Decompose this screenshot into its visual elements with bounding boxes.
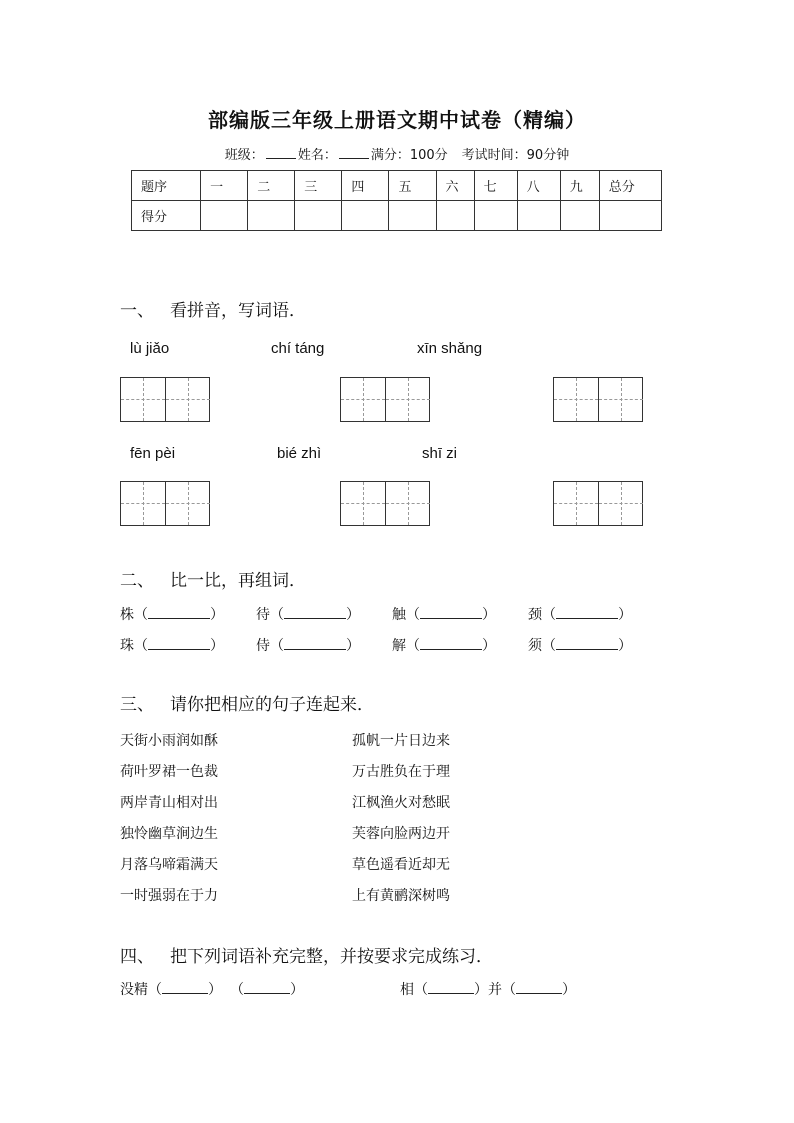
pinyin-1: lù jiǎo	[130, 340, 170, 357]
answer-blank[interactable]	[284, 605, 346, 619]
score-cell[interactable]	[248, 201, 295, 231]
class-blank[interactable]	[266, 146, 296, 159]
idiom-item-1: 没精（ ） （ ）	[120, 982, 304, 998]
writing-grid[interactable]	[553, 481, 643, 526]
section2-title: 比一比，再组词．	[170, 571, 306, 591]
left-line: 独怜幽草涧边生	[120, 826, 218, 842]
table-header-cell: 一	[201, 171, 248, 201]
answer-blank[interactable]	[244, 980, 290, 994]
score-table	[131, 170, 662, 231]
table-header-cell: 二	[248, 171, 295, 201]
section1-title: 看拼音，写词语．	[170, 301, 306, 321]
score-cell[interactable]	[436, 201, 474, 231]
section3-title: 请你把相应的句子连起来．	[170, 695, 374, 715]
right-line: 江枫渔火对愁眠	[352, 795, 450, 811]
left-line: 月落乌啼霜满天	[120, 857, 218, 873]
left-line: 一时强弱在于力	[120, 888, 218, 904]
answer-blank[interactable]	[148, 636, 210, 650]
section4-title: 把下列词语补充完整，并按要求完成练习．	[170, 947, 493, 967]
writing-grid[interactable]	[340, 481, 430, 526]
table-header-cell: 六	[436, 171, 474, 201]
score-cell[interactable]	[517, 201, 560, 231]
exam-info	[0, 144, 794, 163]
pinyin-2: chí táng	[271, 340, 325, 357]
answer-blank[interactable]	[284, 636, 346, 650]
writing-grid[interactable]	[120, 377, 210, 422]
compare-item: 待（ ）	[256, 607, 360, 623]
answer-blank[interactable]	[556, 636, 618, 650]
section2-heading	[120, 566, 306, 591]
section3-heading	[120, 690, 374, 715]
compare-item: 须（ ）	[528, 638, 632, 654]
section2-number: 二、	[120, 571, 154, 591]
table-header-cell: 五	[389, 171, 436, 201]
name-blank[interactable]	[339, 146, 369, 159]
right-line: 万古胜负在于理	[352, 764, 450, 780]
table-header-cell: 八	[517, 171, 560, 201]
score-table-score-row	[132, 201, 662, 231]
writing-grid[interactable]	[120, 481, 210, 526]
compare-item: 解（ ）	[392, 638, 496, 654]
answer-blank[interactable]	[162, 980, 208, 994]
pinyin-4: fēn pèi	[130, 445, 176, 462]
pinyin-3: xīn shǎng	[417, 340, 483, 357]
table-header-cell: 题序	[132, 171, 201, 201]
score-cell[interactable]	[474, 201, 517, 231]
compare-item: 颈（ ）	[528, 607, 632, 623]
compare-item: 珠（ ）	[120, 638, 224, 654]
class-label: 班级：	[224, 148, 264, 163]
writing-grid[interactable]	[553, 377, 643, 422]
pinyin-6: shī zi	[422, 445, 458, 462]
writing-grid[interactable]	[340, 377, 430, 422]
name-label: 姓名：	[297, 148, 337, 163]
answer-blank[interactable]	[420, 605, 482, 619]
right-line: 草色遥看近却无	[352, 857, 450, 873]
section4-number: 四、	[120, 947, 154, 967]
answer-blank[interactable]	[516, 980, 562, 994]
table-header-cell: 九	[560, 171, 599, 201]
score-table-header-row	[132, 171, 662, 201]
idiom-item-2: 相（ ）并（ ）	[400, 982, 576, 998]
section3-number: 三、	[120, 695, 154, 715]
exam-time: 考试时间：90分钟	[461, 148, 570, 163]
score-cell[interactable]	[295, 201, 342, 231]
section1-number: 一、	[120, 301, 154, 321]
score-cell[interactable]	[599, 201, 661, 231]
compare-item: 触（ ）	[392, 607, 496, 623]
table-header-cell: 七	[474, 171, 517, 201]
compare-item: 株（ ）	[120, 607, 224, 623]
full-score: 满分：100分	[370, 148, 448, 163]
section4-heading	[120, 942, 493, 967]
right-line: 孤帆一片日边来	[352, 733, 450, 749]
answer-blank[interactable]	[420, 636, 482, 650]
score-cell[interactable]	[560, 201, 599, 231]
answer-blank[interactable]	[556, 605, 618, 619]
right-line: 上有黄鹂深树鸣	[352, 888, 450, 904]
score-cell[interactable]	[342, 201, 389, 231]
compare-item: 侍（ ）	[256, 638, 360, 654]
score-cell[interactable]	[389, 201, 436, 231]
table-header-cell: 总分	[599, 171, 661, 201]
score-row-label: 得分	[132, 201, 201, 231]
right-line: 芙蓉向脸两边开	[352, 826, 450, 842]
pinyin-5: bié zhì	[277, 445, 322, 462]
left-line: 两岸青山相对出	[120, 795, 218, 811]
answer-blank[interactable]	[148, 605, 210, 619]
page-title: 部编版三年级上册语文期中试卷（精编）	[208, 108, 586, 132]
table-header-cell: 四	[342, 171, 389, 201]
score-cell[interactable]	[201, 201, 248, 231]
table-header-cell: 三	[295, 171, 342, 201]
section1-heading	[120, 296, 306, 321]
left-line: 天街小雨润如酥	[120, 733, 218, 749]
left-line: 荷叶罗裙一色裁	[120, 764, 218, 780]
answer-blank[interactable]	[428, 980, 474, 994]
